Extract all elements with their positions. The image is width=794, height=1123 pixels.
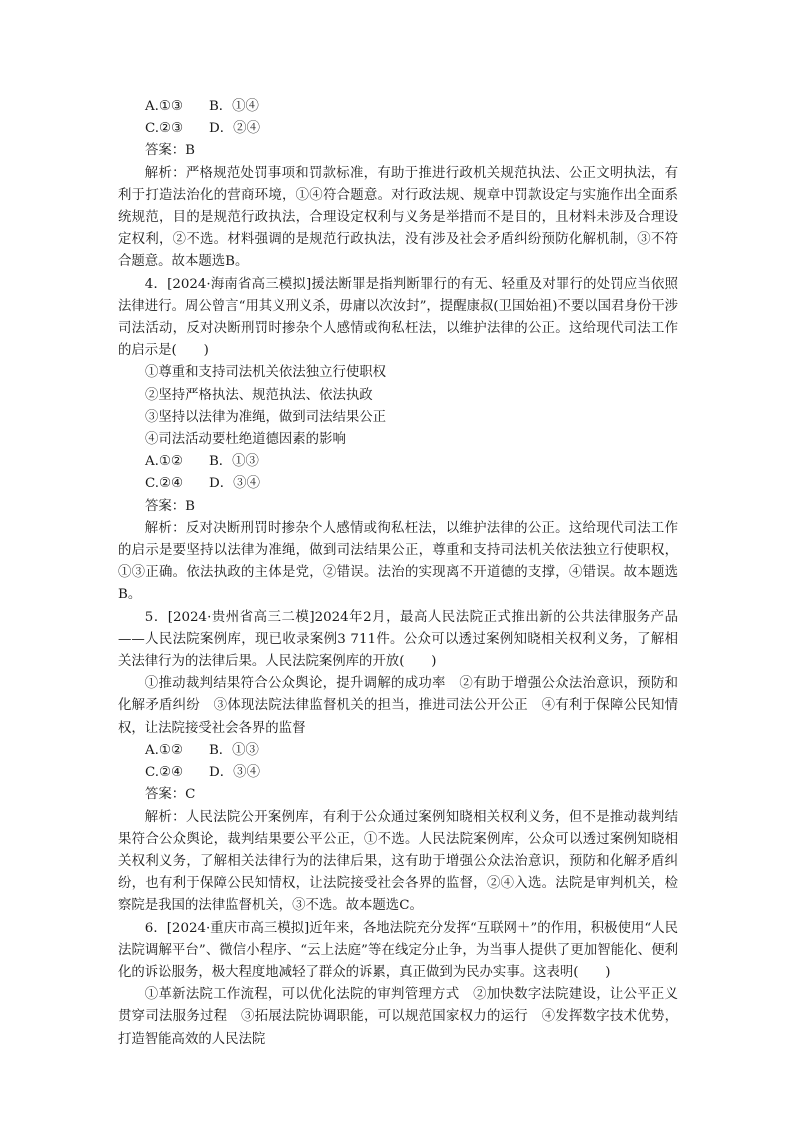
q3-answer: 答案：B [145,143,196,159]
q4-answer: 答案：B [145,498,196,514]
q4-item-1: ①尊重和支持司法机关依法独立行使职权 [145,365,387,381]
q6-items: ①革新法院工作流程，可以优化法院的审判管理方式 ②加快数字法院建设，让公平正义贯穿司法服务过程 ③拓展法院协调职能，可以规范国家权力的运行 ④发挥数字技术优势，打造智能高效的人民法院 [118,987,678,1047]
q3-options-row1 [118,96,678,118]
q4-option-c: C.②④ [145,476,184,492]
q5-stem: 5．[2024·贵州省高三二模]2024年2月，最高人民法院正式推出新的公共法律服务产品——人民法院案例库，现已收录案例3 711件。公众可以透过案例知晓相关权利义务，了解相关法律行为的法律后果。人民法院案例库的开放( ) [118,609,678,670]
q3-options-row2 [118,118,678,140]
q5-option-d: D．③④ [209,765,260,781]
q5-option-b: B．①③ [208,742,259,758]
q4-item-3: ③坚持以法律为准绳，做到司法结果公正 [145,409,387,425]
q4-option-d: D．③④ [209,476,260,492]
q3-option-c: C.②③ [145,121,184,137]
q4-options-row2 [118,473,678,495]
q3-option-d: D．②④ [209,121,260,137]
q4-item-4: ④司法活动要杜绝道德因素的影响 [145,432,346,448]
q5-options-row1 [118,740,678,762]
document-page [118,96,678,1051]
q4-option-a: A.①② [145,454,183,470]
q3-option-b: B．①④ [208,99,259,114]
q5-option-c: C.②④ [145,765,184,781]
q4-stem: 4．[2024·海南省高三模拟]援法断罪是指判断罪行的有无、轻重及对罪行的处罚应当依照法律进行。周公曾言“用其义刑义杀，毋庸以次汝封”，提醒康叔(卫国始祖)不要以国君身份干涉司法活动，反对决断刑罚时掺杂个人感情或徇私枉法，以维护法律的公正。这给现代司法工作的启示是( ) [118,276,678,359]
q4-item-2: ②坚持严格执法、规范执法、依法执政 [145,387,373,403]
q3-analysis: 解析：严格规范处罚事项和罚款标准，有助于推进行政机关规范执法、公正文明执法，有利于打造法治化的营商环境，①④符合题意。对行政法规、规章中罚款设定与实施作出全面系统规范，目的是规范行政执法，合理设定权利与义务是举措而不是目的，且材料未涉及合理设定权利，②不选。材料强调的是规范行政执法，没有涉及社会矛盾纠纷预防化解机制，③不符合题意。故本题选B。 [118,165,678,270]
q5-analysis: 解析：人民法院公开案例库，有利于公众通过案例知晓相关权利义务，但不是推动裁判结果符合公众舆论，裁判结果要公平公正，①不选。人民法院案例库，公众可以透过案例知晓相关权利义务，了解相关法律行为的法律后果，这有助于增强公众法治意识，预防和化解矛盾纠纷，也有利于保障公民知情权，让法院接受社会各界的监督，②④入选。法院是审判机关，检察院是我国的法律监督机关，③不选。故本题选C。 [118,809,678,914]
q4-options-row1 [118,451,678,473]
q5-items: ①推动裁判结果符合公众舆论，提升调解的成功率 ②有助于增强公众法治意识，预防和化解矛盾纠纷 ③体现法院法律监督机关的担当，推进司法公开公正 ④有利于保障公民知情权，让法院接受社会各界的监督 [118,676,678,736]
q3-option-a: A.①③ [145,99,183,114]
q4-option-b: B．①③ [208,454,259,470]
q5-answer: 答案：C [145,787,196,803]
q5-option-a: A.①② [145,742,183,758]
q6-stem: 6．[2024·重庆市高三模拟]近年来，各地法院充分发挥“互联网＋”的作用，积极使用“人民法院调解平台”、微信小程序、“云上法庭”等在线定分止争，为当事人提供了更加智能化、便利化的诉讼服务，极大程度地减轻了群众的诉累，真正做到为民办实事。这表明( ) [118,920,678,980]
q4-analysis: 解析：反对决断刑罚时掺杂个人感情或徇私枉法，以维护法律的公正。这给现代司法工作的启示是要坚持以法律为准绳，做到司法结果公正，尊重和支持司法机关依法独立行使职权，①③正确。依法执政的主体是党，②错误。法治的实现离不开道德的支撑，④错误。故本题选B。 [118,520,678,603]
q5-options-row2 [118,762,678,784]
